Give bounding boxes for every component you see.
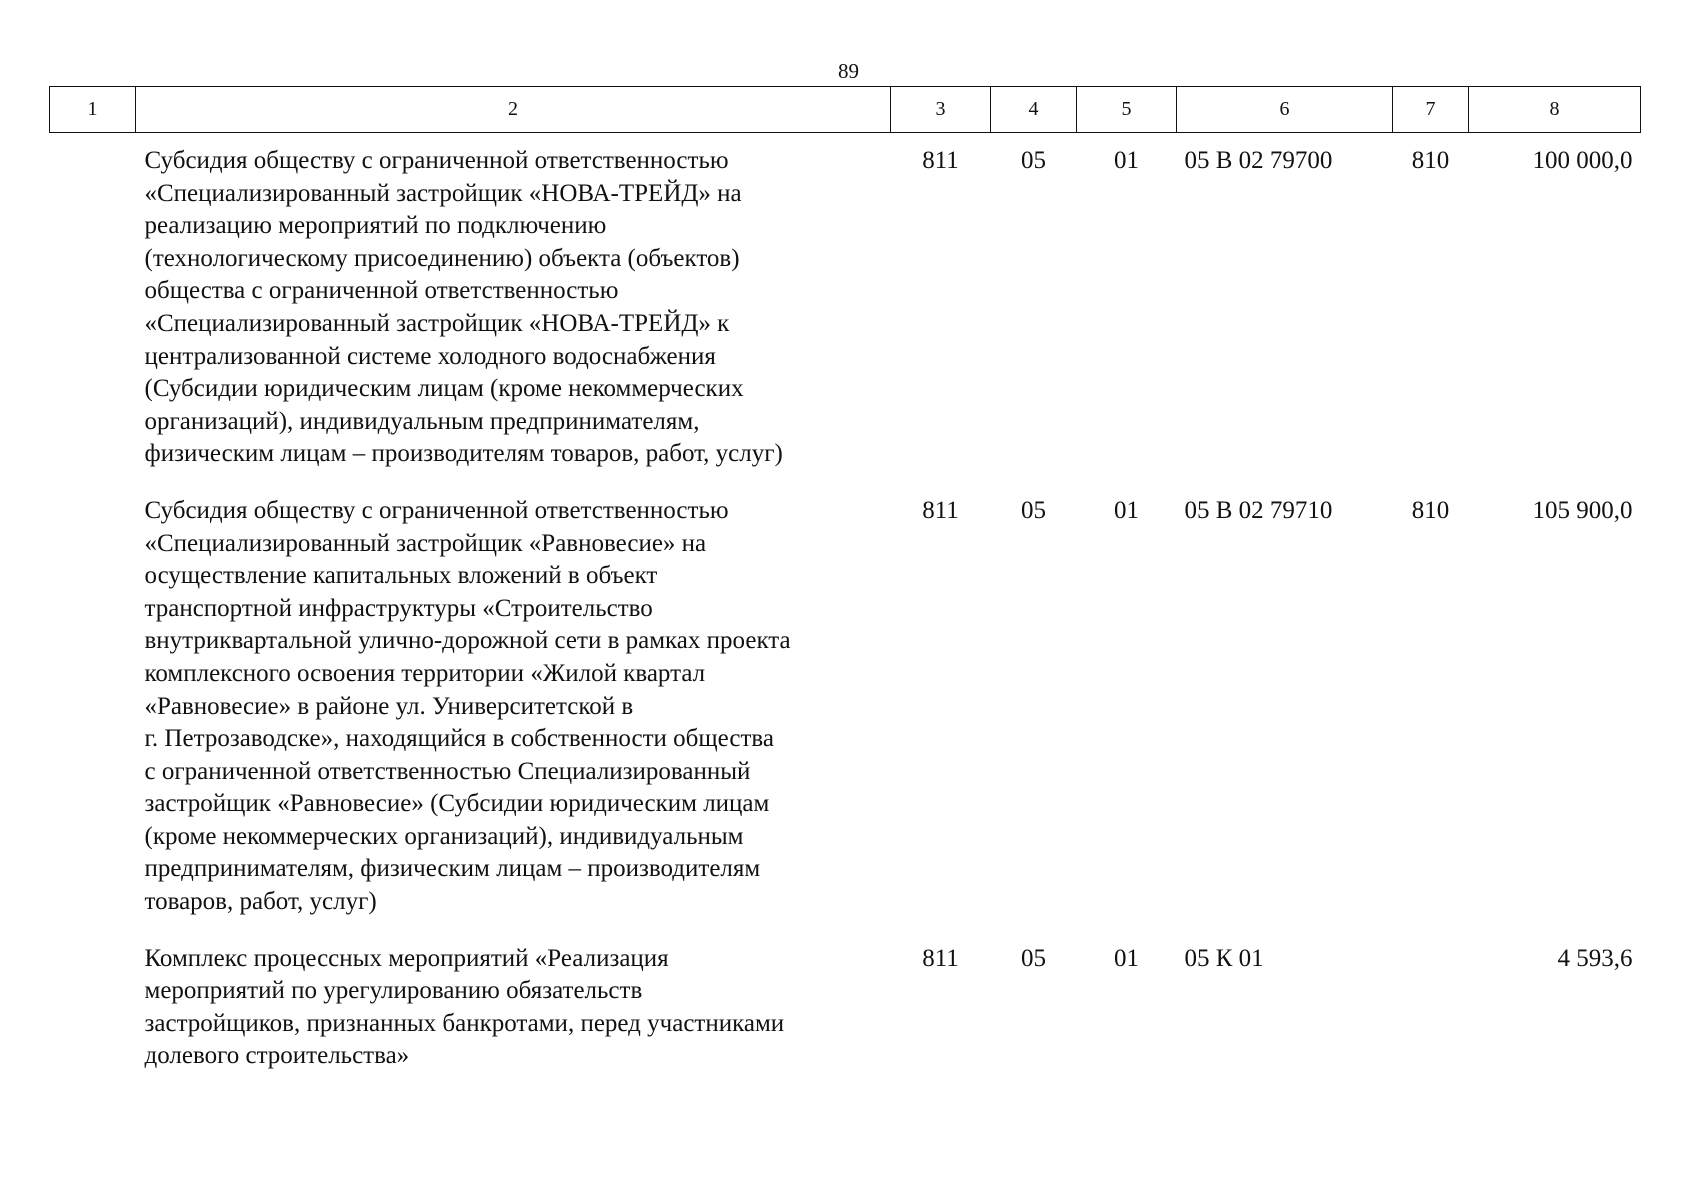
cell-subsection: 01 [1114,944,1139,972]
budget-table [49,86,1641,1079]
description-line: комплексного освоения территории «Жилой квартал [144,659,706,687]
description-line: организаций), индивидуальным предпринимателям, [144,407,700,435]
cell-subsection: 01 [1114,147,1139,174]
cell-section: 05 [1021,944,1046,972]
table-header [50,87,1641,133]
description-line: реализацию мероприятий по подключению [144,212,607,240]
description-line: долевого строительства» [144,1042,410,1070]
description-line: мероприятий по урегулированию обязательств [144,977,643,1005]
table-row [50,925,1641,1079]
cell-target-article: 05 В 02 79710 [1184,496,1333,524]
description-line: (технологическому присоединению) объекта (объектов) [144,244,740,272]
header-col-8: 8 [1469,87,1641,133]
cell-amount: 105 900,0 [1532,496,1633,524]
description-line: «Специализированный застройщик «Равновесие» на [144,529,707,557]
header-col-5: 5 [1077,87,1177,133]
cell-target-article: 05 В 02 79700 [1184,147,1333,174]
cell-col1 [50,925,136,1079]
cell-section: 05 [1021,496,1046,524]
cell-target-article: 05 К 01 [1184,944,1264,972]
description-line: г. Петрозаводске», находящийся в собственности общества [144,725,774,753]
description-line: Комплекс процессных мероприятий «Реализация [144,944,669,972]
table-body [50,133,1641,1080]
cell-description [136,133,891,477]
page-number: 89 [838,59,859,83]
header-col-3: 3 [891,87,991,133]
description-line: с ограниченной ответственностью Специализированный [144,757,751,785]
description-line: застройщик «Равновесие» (Субсидии юридическим лицам [144,790,770,818]
table-row [50,133,1641,477]
description-line: общества с ограниченной ответственностью [144,277,619,305]
description-line: товаров, работ, услуг) [144,888,377,916]
description-line: транспортной инфраструктуры «Строительство [144,594,653,622]
cell-expense-type: 810 [1411,147,1450,174]
description-line: предпринимателям, физическим лицам – производителям [144,855,761,883]
cell-subsection: 01 [1114,496,1139,524]
cell-expense-type [1393,925,1469,1079]
header-row [50,87,1641,133]
cell-col1 [50,477,136,925]
description-line: застройщиков, признанных банкротами, перед участниками [144,1009,785,1037]
cell-admin-code: 811 [922,147,959,174]
description-line: (Субсидии юридическим лицам (кроме некоммерческих [144,375,744,403]
table-row [50,477,1641,925]
description-line: физическим лицам – производителям товаров, работ, услуг) [144,440,783,468]
cell-description [136,925,891,1079]
header-col-2: 2 [136,87,891,133]
cell-amount: 100 000,0 [1532,147,1633,174]
header-col-1: 1 [50,87,136,133]
description-line: (кроме некоммерческих организаций), индивидуальным [144,822,744,850]
description-line: «Специализированный застройщик «НОВА-ТРЕЙД» на [144,179,742,207]
cell-expense-type: 810 [1411,496,1450,524]
description-line: Субсидия обществу с ограниченной ответственностью [144,496,729,524]
cell-admin-code: 811 [922,944,959,972]
cell-section: 05 [1021,147,1046,174]
header-col-6: 6 [1177,87,1393,133]
description-line: осуществление капитальных вложений в объект [144,562,658,590]
description-line: Субсидия обществу с ограниченной ответственностью [144,147,729,174]
description-line: внутриквартальной улично-дорожной сети в рамках проекта [144,627,791,655]
cell-amount: 4 593,6 [1557,944,1633,972]
header-col-7: 7 [1393,87,1469,133]
description-line: «Равновесие» в районе ул. Университетской в [144,692,634,720]
header-col-4: 4 [991,87,1077,133]
description-line: централизованной системе холодного водоснабжения [144,342,716,370]
cell-description [136,477,891,925]
description-line: «Специализированный застройщик «НОВА-ТРЕЙД» к [144,309,730,337]
cell-admin-code: 811 [922,496,959,524]
cell-col1 [50,133,136,477]
